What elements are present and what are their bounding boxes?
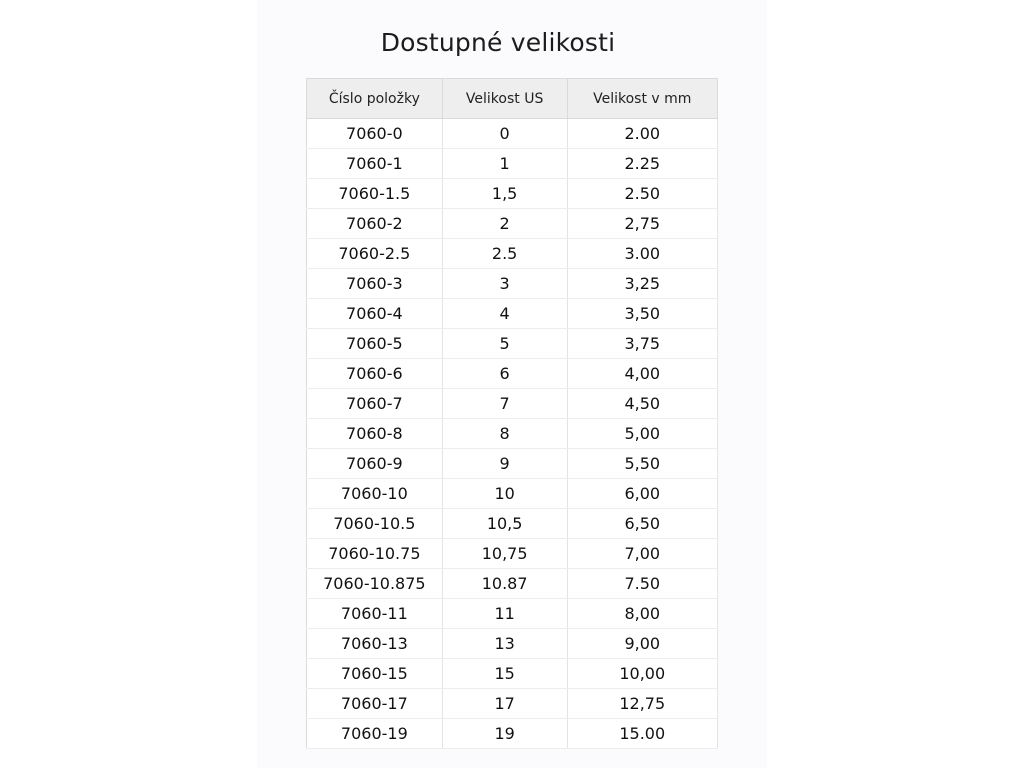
cell-mm-size: 2.00 bbox=[567, 119, 717, 149]
table-row bbox=[307, 539, 718, 569]
cell-us-size: 0 bbox=[442, 119, 567, 149]
cell-mm-size: 4,00 bbox=[567, 359, 717, 389]
cell-us-size: 10.87 bbox=[442, 569, 567, 599]
table-row bbox=[307, 269, 718, 299]
table-row bbox=[307, 239, 718, 269]
header-item-number: Číslo položky bbox=[307, 79, 443, 119]
table-row bbox=[307, 479, 718, 509]
cell-us-size: 8 bbox=[442, 419, 567, 449]
table-row bbox=[307, 299, 718, 329]
cell-item-number: 7060-1.5 bbox=[307, 179, 443, 209]
cell-us-size: 11 bbox=[442, 599, 567, 629]
cell-us-size: 1,5 bbox=[442, 179, 567, 209]
cell-item-number: 7060-6 bbox=[307, 359, 443, 389]
cell-mm-size: 15.00 bbox=[567, 719, 717, 749]
table-row bbox=[307, 719, 718, 749]
cell-item-number: 7060-8 bbox=[307, 419, 443, 449]
cell-mm-size: 6,00 bbox=[567, 479, 717, 509]
cell-us-size: 17 bbox=[442, 689, 567, 719]
table-row bbox=[307, 209, 718, 239]
cell-item-number: 7060-10 bbox=[307, 479, 443, 509]
table-row bbox=[307, 359, 718, 389]
cell-item-number: 7060-3 bbox=[307, 269, 443, 299]
table-row bbox=[307, 449, 718, 479]
cell-mm-size: 7,00 bbox=[567, 539, 717, 569]
cell-us-size: 15 bbox=[442, 659, 567, 689]
cell-us-size: 4 bbox=[442, 299, 567, 329]
cell-item-number: 7060-2 bbox=[307, 209, 443, 239]
cell-item-number: 7060-11 bbox=[307, 599, 443, 629]
cell-item-number: 7060-9 bbox=[307, 449, 443, 479]
cell-us-size: 2 bbox=[442, 209, 567, 239]
cell-us-size: 9 bbox=[442, 449, 567, 479]
table-row bbox=[307, 119, 718, 149]
table-row bbox=[307, 509, 718, 539]
cell-item-number: 7060-10.75 bbox=[307, 539, 443, 569]
cell-mm-size: 3,25 bbox=[567, 269, 717, 299]
cell-item-number: 7060-7 bbox=[307, 389, 443, 419]
cell-us-size: 2.5 bbox=[442, 239, 567, 269]
cell-item-number: 7060-15 bbox=[307, 659, 443, 689]
page-title: Dostupné velikosti bbox=[380, 28, 616, 57]
cell-item-number: 7060-1 bbox=[307, 149, 443, 179]
table-row bbox=[307, 419, 718, 449]
cell-item-number: 7060-4 bbox=[307, 299, 443, 329]
cell-us-size: 3 bbox=[442, 269, 567, 299]
cell-us-size: 19 bbox=[442, 719, 567, 749]
table-row bbox=[307, 149, 718, 179]
sizes-table bbox=[306, 78, 718, 749]
table-row bbox=[307, 329, 718, 359]
cell-mm-size: 5,50 bbox=[567, 449, 717, 479]
cell-us-size: 7 bbox=[442, 389, 567, 419]
cell-mm-size: 2,75 bbox=[567, 209, 717, 239]
cell-mm-size: 3,50 bbox=[567, 299, 717, 329]
cell-mm-size: 2.25 bbox=[567, 149, 717, 179]
cell-us-size: 10,5 bbox=[442, 509, 567, 539]
cell-us-size: 10,75 bbox=[442, 539, 567, 569]
table-row bbox=[307, 599, 718, 629]
header-us-size: Velikost US bbox=[442, 79, 567, 119]
cell-mm-size: 8,00 bbox=[567, 599, 717, 629]
cell-us-size: 5 bbox=[442, 329, 567, 359]
cell-mm-size: 4,50 bbox=[567, 389, 717, 419]
table-row bbox=[307, 389, 718, 419]
cell-us-size: 6 bbox=[442, 359, 567, 389]
cell-us-size: 13 bbox=[442, 629, 567, 659]
table-header-row bbox=[307, 79, 718, 119]
cell-mm-size: 9,00 bbox=[567, 629, 717, 659]
table-row bbox=[307, 689, 718, 719]
cell-us-size: 1 bbox=[442, 149, 567, 179]
cell-mm-size: 7.50 bbox=[567, 569, 717, 599]
cell-item-number: 7060-2.5 bbox=[307, 239, 443, 269]
cell-item-number: 7060-5 bbox=[307, 329, 443, 359]
cell-mm-size: 12,75 bbox=[567, 689, 717, 719]
cell-item-number: 7060-10.5 bbox=[307, 509, 443, 539]
cell-mm-size: 3.00 bbox=[567, 239, 717, 269]
cell-item-number: 7060-10.875 bbox=[307, 569, 443, 599]
header-mm-size: Velikost v mm bbox=[567, 79, 717, 119]
cell-us-size: 10 bbox=[442, 479, 567, 509]
cell-mm-size: 10,00 bbox=[567, 659, 717, 689]
cell-mm-size: 5,00 bbox=[567, 419, 717, 449]
cell-item-number: 7060-17 bbox=[307, 689, 443, 719]
cell-item-number: 7060-19 bbox=[307, 719, 443, 749]
table-row bbox=[307, 629, 718, 659]
table-row bbox=[307, 659, 718, 689]
cell-mm-size: 2.50 bbox=[567, 179, 717, 209]
cell-mm-size: 6,50 bbox=[567, 509, 717, 539]
cell-item-number: 7060-0 bbox=[307, 119, 443, 149]
table-row bbox=[307, 569, 718, 599]
cell-mm-size: 3,75 bbox=[567, 329, 717, 359]
cell-item-number: 7060-13 bbox=[307, 629, 443, 659]
table-row bbox=[307, 179, 718, 209]
